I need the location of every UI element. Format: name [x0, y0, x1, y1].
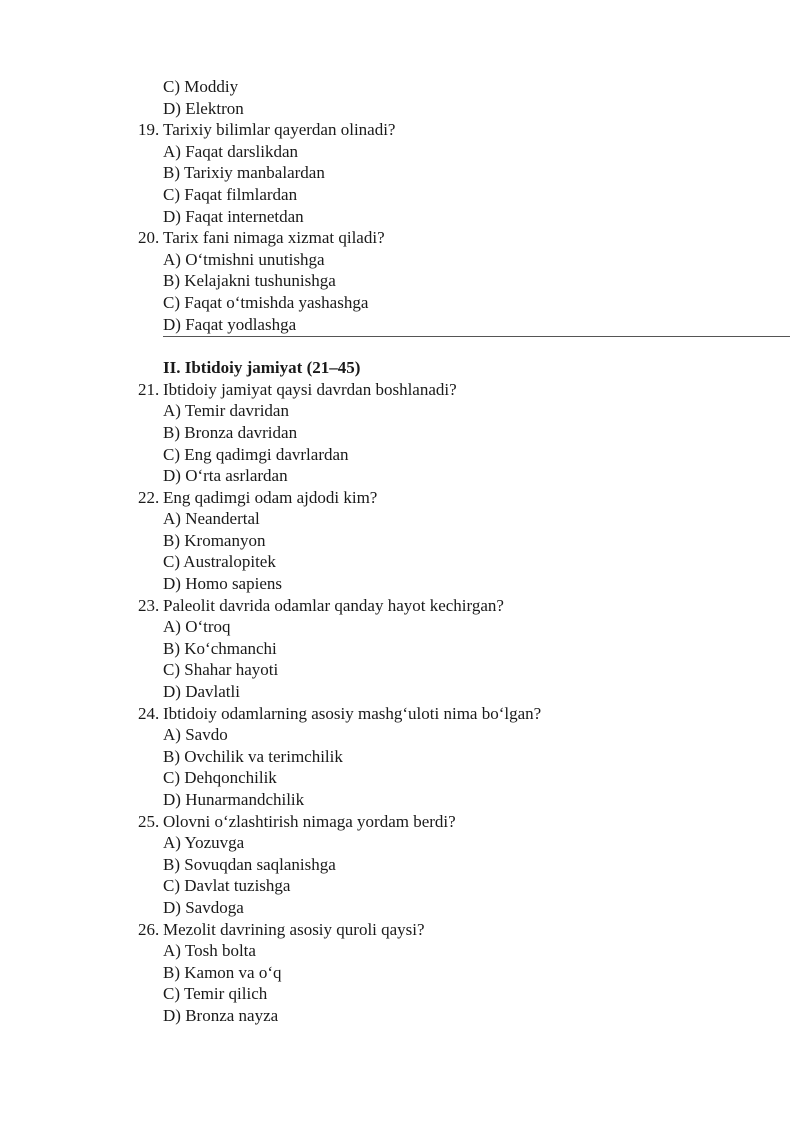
- answer-option: B) Ovchilik va terimchilik: [163, 746, 343, 766]
- question-number: 24.: [138, 703, 160, 723]
- question-line: [0, 379, 800, 401]
- question-number: 25.: [138, 811, 160, 831]
- question-text: Mezolit davrining asosiy quroli qaysi?: [163, 919, 425, 939]
- question-line: [0, 119, 800, 141]
- answer-option: B) Tarixiy manbalardan: [163, 163, 325, 183]
- document-page: [0, 76, 800, 1027]
- answer-option: A) Neandertal: [163, 509, 260, 529]
- question-line: [0, 703, 800, 725]
- answer-option: C) Eng qadimgi davrlardan: [163, 444, 349, 464]
- answer-option: C) Dehqonchilik: [163, 768, 277, 788]
- answer-option: D) Bronza nayza: [163, 1005, 279, 1025]
- answer-option: B) Kelajakni tushunishga: [163, 271, 336, 291]
- answer-option: D) O‘rta asrlardan: [163, 466, 288, 486]
- answer-option: A) Yozuvga: [163, 833, 245, 853]
- answer-option: B) Ko‘chmanchi: [163, 638, 277, 658]
- question-number: 20.: [138, 228, 160, 248]
- answer-option: C) Moddiy: [163, 77, 239, 96]
- question-number: 26.: [138, 919, 160, 939]
- answer-option: C) Temir qilich: [163, 984, 268, 1004]
- question-line: [0, 811, 800, 833]
- answer-option: C) Shahar hayoti: [163, 660, 279, 680]
- answer-option: A) Faqat darslikdan: [163, 141, 299, 161]
- answer-option: A) Temir davridan: [163, 401, 289, 421]
- question-number: 19.: [138, 120, 160, 140]
- question-text: Tarixiy bilimlar qayerdan olinadi?: [163, 120, 396, 140]
- section-heading: II. Ibtidoiy jamiyat (21–45): [163, 358, 361, 378]
- answer-option: A) O‘troq: [163, 617, 231, 637]
- answer-option: A) Tosh bolta: [163, 941, 256, 961]
- answer-option: D) Hunarmandchilik: [163, 790, 305, 809]
- question-number: 21.: [138, 379, 160, 399]
- answer-option: B) Kromanyon: [163, 530, 266, 550]
- question-text: Eng qadimgi odam ajdodi kim?: [163, 487, 378, 507]
- question-text: Paleolit davrida odamlar qanday hayot kechirgan?: [163, 595, 504, 615]
- answer-option: C) Faqat o‘tmishda yashashga: [163, 292, 369, 312]
- answer-option: C) Davlat tuzishga: [163, 876, 291, 896]
- answer-option: C) Faqat filmlardan: [163, 184, 298, 204]
- answer-option: D) Elektron: [163, 98, 244, 118]
- answer-option: D) Faqat yodlashga: [163, 314, 297, 334]
- answer-option: D) Savdoga: [163, 897, 244, 917]
- question-text: Ibtidoiy odamlarning asosiy mashg‘uloti nima bo‘lgan?: [163, 703, 542, 723]
- question-text: Ibtidoiy jamiyat qaysi davrdan boshlanadi?: [163, 379, 457, 399]
- answer-option: A) O‘tmishni unutishga: [163, 249, 325, 269]
- answer-option: D) Homo sapiens: [163, 574, 282, 594]
- answer-option: D) Faqat internetdan: [163, 206, 304, 226]
- answer-option: D) Davlatli: [163, 682, 240, 702]
- spacer: [0, 337, 800, 357]
- answer-option: B) Bronza davridan: [163, 422, 298, 442]
- question-line: [0, 227, 800, 249]
- question-text: Tarix fani nimaga xizmat qiladi?: [163, 228, 385, 248]
- answer-option: C) Australopitek: [163, 552, 276, 572]
- question-line: [0, 487, 800, 509]
- answer-option: B) Kamon va o‘q: [163, 962, 282, 982]
- question-line: [0, 919, 800, 941]
- answer-option: A) Savdo: [163, 725, 228, 745]
- question-text: Olovni o‘zlashtirish nimaga yordam berdi?: [163, 811, 456, 831]
- question-number: 23.: [138, 595, 160, 615]
- answer-option: B) Sovuqdan saqlanishga: [163, 854, 336, 874]
- question-number: 22.: [138, 487, 160, 507]
- question-line: [0, 595, 800, 617]
